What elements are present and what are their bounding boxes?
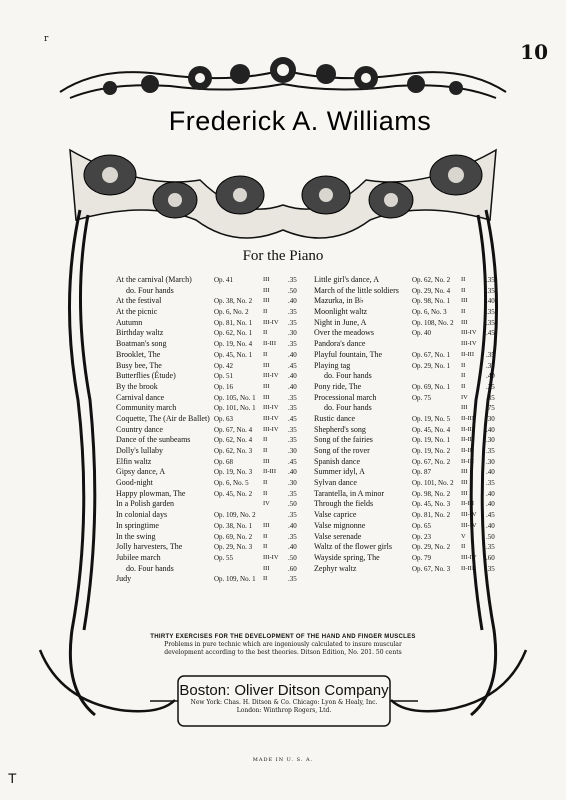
- opus-number: Op. 75: [412, 393, 432, 402]
- piece-title: Song of the rover: [314, 446, 370, 455]
- grade-level: III-IV: [263, 414, 279, 422]
- price: .40: [486, 489, 495, 498]
- piece-title: Gipsy dance, A: [116, 467, 166, 477]
- catalog-row: [314, 307, 504, 318]
- subtitle: For the Piano: [242, 248, 324, 264]
- price: .40: [288, 372, 297, 381]
- opus-number: Op. 87: [412, 468, 432, 477]
- exercises-line-1: Problems in pure technic which are ingeniously calculated to insure muscular: [164, 641, 402, 648]
- piece-title: Mazurka, in B♭: [314, 296, 364, 306]
- piece-title: Wayside spring, The: [314, 552, 380, 562]
- piece-title: Carnival dance: [116, 392, 165, 402]
- piece-title: Country dance: [116, 424, 163, 434]
- catalog-row: [314, 393, 504, 404]
- catalog-row: [314, 553, 504, 564]
- price: .35: [288, 436, 297, 445]
- opus-number: Op. 19, No. 5: [412, 414, 451, 423]
- price: .35: [486, 564, 495, 573]
- piece-title: At the picnic: [116, 307, 158, 317]
- price: .45: [288, 361, 297, 370]
- grade-level: III-IV: [461, 553, 477, 561]
- grade-level: III-IV: [461, 329, 477, 337]
- catalog-row: [116, 307, 306, 318]
- grade-level: II: [461, 382, 466, 390]
- piece-title: Boatman's song: [116, 339, 167, 349]
- grade-level: III: [263, 564, 270, 572]
- piece-title: Judy: [116, 574, 132, 584]
- price: .35: [486, 479, 495, 488]
- publisher-box: [178, 676, 390, 726]
- opus-number: Op. 81, No. 2: [412, 511, 451, 520]
- grade-level: III-IV: [263, 553, 279, 561]
- catalog-row: [116, 403, 306, 414]
- piece-title: Dance of the sunbeams: [116, 435, 191, 445]
- price: .35: [288, 425, 297, 434]
- grade-level: III: [461, 489, 468, 497]
- opus-number: Op. 19, No. 1: [412, 436, 451, 445]
- opus-number: Op. 38, No. 2: [214, 297, 253, 306]
- price: .40: [288, 468, 297, 477]
- grade-level: III: [461, 297, 468, 305]
- opus-number: Op. 79: [412, 553, 432, 562]
- grade-level: II: [461, 276, 466, 283]
- price: .35: [288, 532, 297, 541]
- catalog-row: [314, 371, 504, 382]
- catalog-row: [314, 425, 504, 436]
- page-number: 10: [520, 40, 548, 64]
- price: .40: [486, 372, 495, 381]
- piece-title: Dolly's lullaby: [116, 446, 163, 455]
- piece-title: At the festival: [116, 296, 162, 306]
- catalog-row: [314, 382, 504, 393]
- piece-title: In colonial days: [116, 510, 168, 520]
- price: .35: [486, 318, 495, 327]
- piece-title: do. Four hands: [324, 371, 372, 381]
- opus-number: Op. 105, No. 1: [214, 393, 256, 402]
- catalog-row: [116, 393, 306, 404]
- grade-level: II-III: [461, 500, 474, 508]
- grade-level: III-IV: [461, 340, 477, 348]
- catalog-row: [116, 521, 306, 532]
- piece-title: Shepherd's song: [314, 424, 366, 434]
- grade-level: II: [461, 286, 466, 294]
- grade-level: II: [263, 489, 268, 497]
- piece-title: Waltz of the flower girls: [314, 542, 392, 552]
- piece-title: Valse caprice: [314, 510, 357, 520]
- price: .40: [486, 500, 495, 509]
- piece-title: Through the fields: [314, 499, 374, 509]
- opus-number: Op. 69, No. 2: [214, 532, 253, 541]
- price: .40: [486, 468, 495, 477]
- piece-title: Coquette, The (Air de Ballet): [116, 413, 210, 423]
- price: .35: [288, 276, 297, 284]
- catalog-row: [314, 467, 504, 478]
- price: .50: [486, 532, 495, 541]
- grade-level: III-IV: [263, 425, 279, 433]
- piece-title: In a Polish garden: [116, 499, 174, 509]
- grade-level: IV: [461, 393, 468, 401]
- grade-level: II-III: [263, 468, 276, 476]
- price: .35: [486, 543, 495, 552]
- grade-level: III: [263, 393, 270, 401]
- piece-title: Valse mignonne: [314, 520, 366, 530]
- piece-title: Night in June, A: [314, 317, 367, 327]
- piece-title: At the carnival (March): [116, 275, 192, 284]
- grade-level: III-IV: [461, 511, 477, 519]
- catalog-row: [116, 382, 306, 393]
- catalog-row: [314, 275, 504, 286]
- grade-level: II: [461, 543, 466, 551]
- grade-level: III-IV: [263, 318, 279, 326]
- catalog-row: [116, 339, 306, 350]
- piece-title: Playful fountain, The: [314, 349, 383, 359]
- piece-title: Zephyr waltz: [314, 563, 357, 573]
- grade-level: II: [263, 532, 268, 540]
- composer-title: Frederick A. Williams: [168, 106, 432, 136]
- opus-number: Op. 67, No. 4: [214, 425, 253, 434]
- catalog-row: [116, 296, 306, 307]
- opus-number: Op. 45, No. 3: [412, 500, 451, 509]
- catalog-row: [314, 489, 504, 500]
- opus-number: Op. 6, No. 5: [214, 479, 249, 488]
- piece-title: Jolly harvesters, The: [116, 542, 183, 552]
- catalog-row: [116, 510, 306, 521]
- opus-number: Op. 101, No. 1: [214, 404, 256, 413]
- grade-level: II: [461, 372, 466, 380]
- catalog-row: [314, 564, 504, 575]
- grade-level: III: [461, 404, 468, 412]
- price: .40: [288, 382, 297, 391]
- price: .35: [486, 382, 495, 391]
- catalog-row: [116, 275, 306, 286]
- catalog-row: [116, 542, 306, 553]
- piece-title: Birthday waltz: [116, 328, 164, 338]
- opus-number: Op. 62, No. 2: [412, 276, 451, 284]
- catalog-right-column: [314, 275, 504, 574]
- catalog-row: [314, 478, 504, 489]
- grade-level: III-IV: [263, 404, 279, 412]
- price: .50: [288, 500, 297, 509]
- price: .40: [288, 543, 297, 552]
- piece-title: Rustic dance: [314, 413, 356, 423]
- opus-number: Op. 29, No. 2: [412, 543, 451, 552]
- catalog-row: [116, 457, 306, 468]
- piece-title: Little girl's dance, A: [314, 275, 379, 284]
- opus-number: Op. 62, No. 1: [214, 329, 253, 338]
- catalog-row: [116, 286, 306, 297]
- grade-level: II: [461, 361, 466, 369]
- price: .50: [288, 286, 297, 295]
- catalog-row: [116, 371, 306, 382]
- catalog-row: [116, 467, 306, 478]
- grade-level: III: [263, 382, 270, 390]
- opus-number: Op. 23: [412, 532, 432, 541]
- price: .45: [486, 511, 495, 520]
- catalog-row: [314, 286, 504, 297]
- grade-level: II: [263, 436, 268, 444]
- price: .35: [288, 404, 297, 413]
- grade-level: II: [263, 308, 268, 316]
- piece-title: Song of the fairies: [314, 435, 373, 445]
- piece-title: Elfin waltz: [116, 456, 152, 466]
- opus-number: Op. 51: [214, 372, 234, 381]
- opus-number: Op. 69, No. 1: [412, 382, 451, 391]
- grade-level: II: [263, 350, 268, 358]
- grade-level: II: [461, 308, 466, 316]
- price: .45: [486, 329, 495, 338]
- price: .35: [288, 308, 297, 317]
- opus-number: Op. 67, No. 1: [412, 350, 451, 359]
- piece-title: Processional march: [314, 392, 377, 402]
- price: .35: [288, 340, 297, 349]
- publisher-name: Boston: Oliver Ditson Company: [179, 682, 389, 699]
- price: .35: [288, 489, 297, 498]
- price: .40: [486, 297, 495, 306]
- piece-title: Brooklet, The: [116, 349, 161, 359]
- opus-number: Op. 67, No. 3: [412, 564, 451, 573]
- price: .35: [486, 286, 495, 295]
- grade-level: II-III: [461, 425, 474, 433]
- piece-title: do. Four hands: [324, 403, 372, 413]
- opus-number: Op. 98, No. 1: [412, 297, 451, 306]
- opus-number: Op. 109, No. 2: [214, 511, 256, 520]
- opus-number: Op. 29, No. 1: [412, 361, 451, 370]
- opus-number: Op. 19, No. 3: [214, 468, 253, 477]
- catalog-row: [116, 478, 306, 489]
- grade-level: III-IV: [263, 372, 279, 380]
- catalog-row: [116, 435, 306, 446]
- grade-level: IV: [263, 500, 270, 508]
- piece-title: Good-night: [116, 478, 153, 488]
- grade-level: III: [263, 276, 270, 283]
- exercises-notice: [80, 633, 486, 657]
- grade-level: III: [263, 286, 270, 294]
- price: .35: [486, 308, 495, 317]
- publisher-line-2: London: Winthrop Rogers, Ltd.: [236, 707, 332, 714]
- piece-title: By the brook: [116, 381, 158, 391]
- corner-letter: T: [8, 770, 17, 786]
- piece-title: In springtime: [116, 520, 159, 530]
- opus-number: Op. 45, No. 2: [214, 489, 253, 498]
- grade-level: II: [263, 447, 268, 454]
- catalog-row: [314, 510, 504, 521]
- price: .40: [288, 521, 297, 530]
- grade-level: II: [263, 479, 268, 487]
- grade-level: III: [461, 468, 468, 476]
- price: .45: [288, 457, 297, 466]
- price: .50: [288, 553, 297, 562]
- price: .60: [486, 553, 495, 562]
- opus-number: Op. 62, No. 3: [214, 447, 253, 455]
- grade-level: II-III: [461, 457, 474, 465]
- opus-number: Op. 101, No. 2: [412, 479, 454, 488]
- catalog-row: [314, 499, 504, 510]
- grade-level: III: [263, 457, 270, 465]
- price: .35: [288, 318, 297, 327]
- grade-level: II: [263, 543, 268, 551]
- piece-title: Busy bee, The: [116, 360, 162, 370]
- grade-level: II-III: [263, 340, 276, 348]
- grade-level: II: [263, 329, 268, 337]
- price: .35: [486, 276, 495, 284]
- opus-number: Op. 29, No. 3: [214, 543, 253, 552]
- piece-title: Jubilee march: [116, 552, 161, 562]
- opus-number: Op. 42: [214, 361, 234, 370]
- piece-title: Pony ride, The: [314, 381, 362, 391]
- catalog-row: [116, 350, 306, 361]
- exercises-line-2: development according to the best theories. Ditson Edition, No. 201. 50 cents: [164, 649, 402, 656]
- price: .40: [288, 297, 297, 306]
- catalog-row: [314, 361, 504, 372]
- piece-title: Moonlight waltz: [314, 307, 368, 317]
- opus-number: Op. 41: [214, 276, 234, 284]
- piece-title: Over the meadows: [314, 328, 374, 338]
- catalog-row: [314, 328, 504, 339]
- opus-number: Op. 55: [214, 553, 234, 562]
- exercises-heading: THIRTY EXERCISES FOR THE DEVELOPMENT OF THE HAND AND FINGER MUSCLES: [150, 634, 416, 640]
- opus-number: Op. 19, No. 2: [412, 447, 451, 455]
- opus-number: Op. 45, No. 1: [214, 350, 253, 359]
- catalog-row: [314, 403, 504, 414]
- grade-level: II-III: [461, 436, 474, 444]
- price: .30: [486, 457, 495, 466]
- price: .35: [486, 447, 495, 455]
- piece-title: Sylvan dance: [314, 478, 357, 488]
- piece-title: Valse serenade: [314, 531, 362, 541]
- price: .35: [288, 393, 297, 402]
- price: .35: [486, 350, 495, 359]
- catalog-row: [314, 296, 504, 307]
- price: .40: [288, 350, 297, 359]
- piece-title: Spanish dance: [314, 456, 360, 466]
- catalog-row: [314, 318, 504, 329]
- price: .40: [486, 521, 495, 530]
- catalog-row: [314, 435, 504, 446]
- opus-number: Op. 16: [214, 382, 234, 391]
- piece-title: do. Four hands: [126, 285, 174, 295]
- opus-number: Op. 6, No. 2: [214, 308, 249, 317]
- opus-number: Op. 63: [214, 414, 234, 423]
- grade-level: III-IV: [461, 521, 477, 529]
- publisher-line-1: New York: Chas. H. Ditson & Co. Chicago: Lyon & Healy, Inc.: [190, 699, 378, 706]
- opus-number: Op. 68: [214, 457, 234, 466]
- catalog-row: [314, 414, 504, 425]
- grade-level: II-III: [461, 447, 474, 454]
- price: .35: [486, 361, 495, 370]
- price: .35: [486, 393, 495, 402]
- opus-number: Op. 98, No. 2: [412, 489, 451, 498]
- opus-number: Op. 40: [412, 329, 432, 338]
- price: .35: [288, 575, 297, 584]
- piece-title: Autumn: [116, 317, 143, 327]
- catalog-row: [116, 328, 306, 339]
- catalog-row: [116, 564, 306, 575]
- grade-level: V: [461, 532, 466, 540]
- catalog-row: [314, 350, 504, 361]
- catalog-row: [116, 489, 306, 500]
- catalog-row: [314, 339, 504, 350]
- catalog-row: [116, 553, 306, 564]
- opus-number: Op. 38, No. 1: [214, 521, 253, 530]
- grade-level: III: [461, 479, 468, 487]
- catalog-row: [116, 532, 306, 543]
- opus-number: Op. 109, No. 1: [214, 575, 256, 584]
- grade-level: III: [263, 361, 270, 369]
- opus-number: Op. 67, No. 2: [412, 457, 451, 466]
- price: .30: [288, 479, 297, 488]
- price: .30: [486, 436, 495, 445]
- piece-title: Playing tag: [314, 360, 351, 370]
- catalog-row: [314, 532, 504, 543]
- opus-number: Op. 62, No. 4: [214, 436, 253, 445]
- price: .45: [288, 414, 297, 423]
- piece-title: Tarantella, in A minor: [314, 488, 385, 498]
- catalog-row: [116, 425, 306, 436]
- piece-title: In the swing: [116, 531, 156, 541]
- grade-level: II-III: [461, 564, 474, 572]
- piece-title: March of the little soldiers: [314, 285, 399, 295]
- catalog-row: [116, 499, 306, 510]
- piece-title: do. Four hands: [126, 563, 174, 573]
- catalog-row: [314, 457, 504, 468]
- piece-title: Community march: [116, 403, 177, 413]
- catalog-row: [314, 446, 504, 457]
- opus-number: Op. 65: [412, 521, 432, 530]
- price: .35: [288, 511, 297, 520]
- price: .30: [288, 447, 297, 455]
- piece-title: Pandora's dance: [314, 339, 366, 349]
- grade-level: III: [263, 521, 270, 529]
- catalog-row: [116, 361, 306, 372]
- catalog-row: [116, 446, 306, 457]
- price: .30: [288, 329, 297, 338]
- catalog-row: [314, 542, 504, 553]
- price: .75: [486, 404, 495, 413]
- price: .30: [486, 414, 495, 423]
- piece-title: Happy plowman, The: [116, 488, 186, 498]
- opus-number: Op. 29, No. 4: [412, 286, 451, 295]
- price: .40: [486, 425, 495, 434]
- catalog-row: [116, 414, 306, 425]
- piece-title: Summer idyl, A: [314, 467, 365, 477]
- piece-title: Butterflies (Étude): [116, 371, 176, 381]
- opus-number: Op. 6, No. 3: [412, 308, 447, 317]
- opus-number: Op. 81, No. 1: [214, 318, 253, 327]
- grade-level: III: [461, 318, 468, 326]
- opus-number: Op. 45, No. 4: [412, 425, 451, 434]
- grade-level: II-III: [461, 414, 474, 422]
- corner-mark: r: [44, 34, 49, 44]
- price: .60: [288, 564, 297, 573]
- grade-level: II: [263, 575, 268, 583]
- made-in-label: MADE IN U. S. A.: [252, 757, 314, 763]
- catalog-left-column: [116, 275, 306, 585]
- opus-number: Op. 108, No. 2: [412, 318, 454, 327]
- grade-level: III: [263, 297, 270, 305]
- catalog-row: [314, 521, 504, 532]
- catalog-row: [116, 574, 306, 585]
- grade-level: II-III: [461, 350, 474, 358]
- catalog-row: [116, 318, 306, 329]
- opus-number: Op. 19, No. 4: [214, 340, 253, 349]
